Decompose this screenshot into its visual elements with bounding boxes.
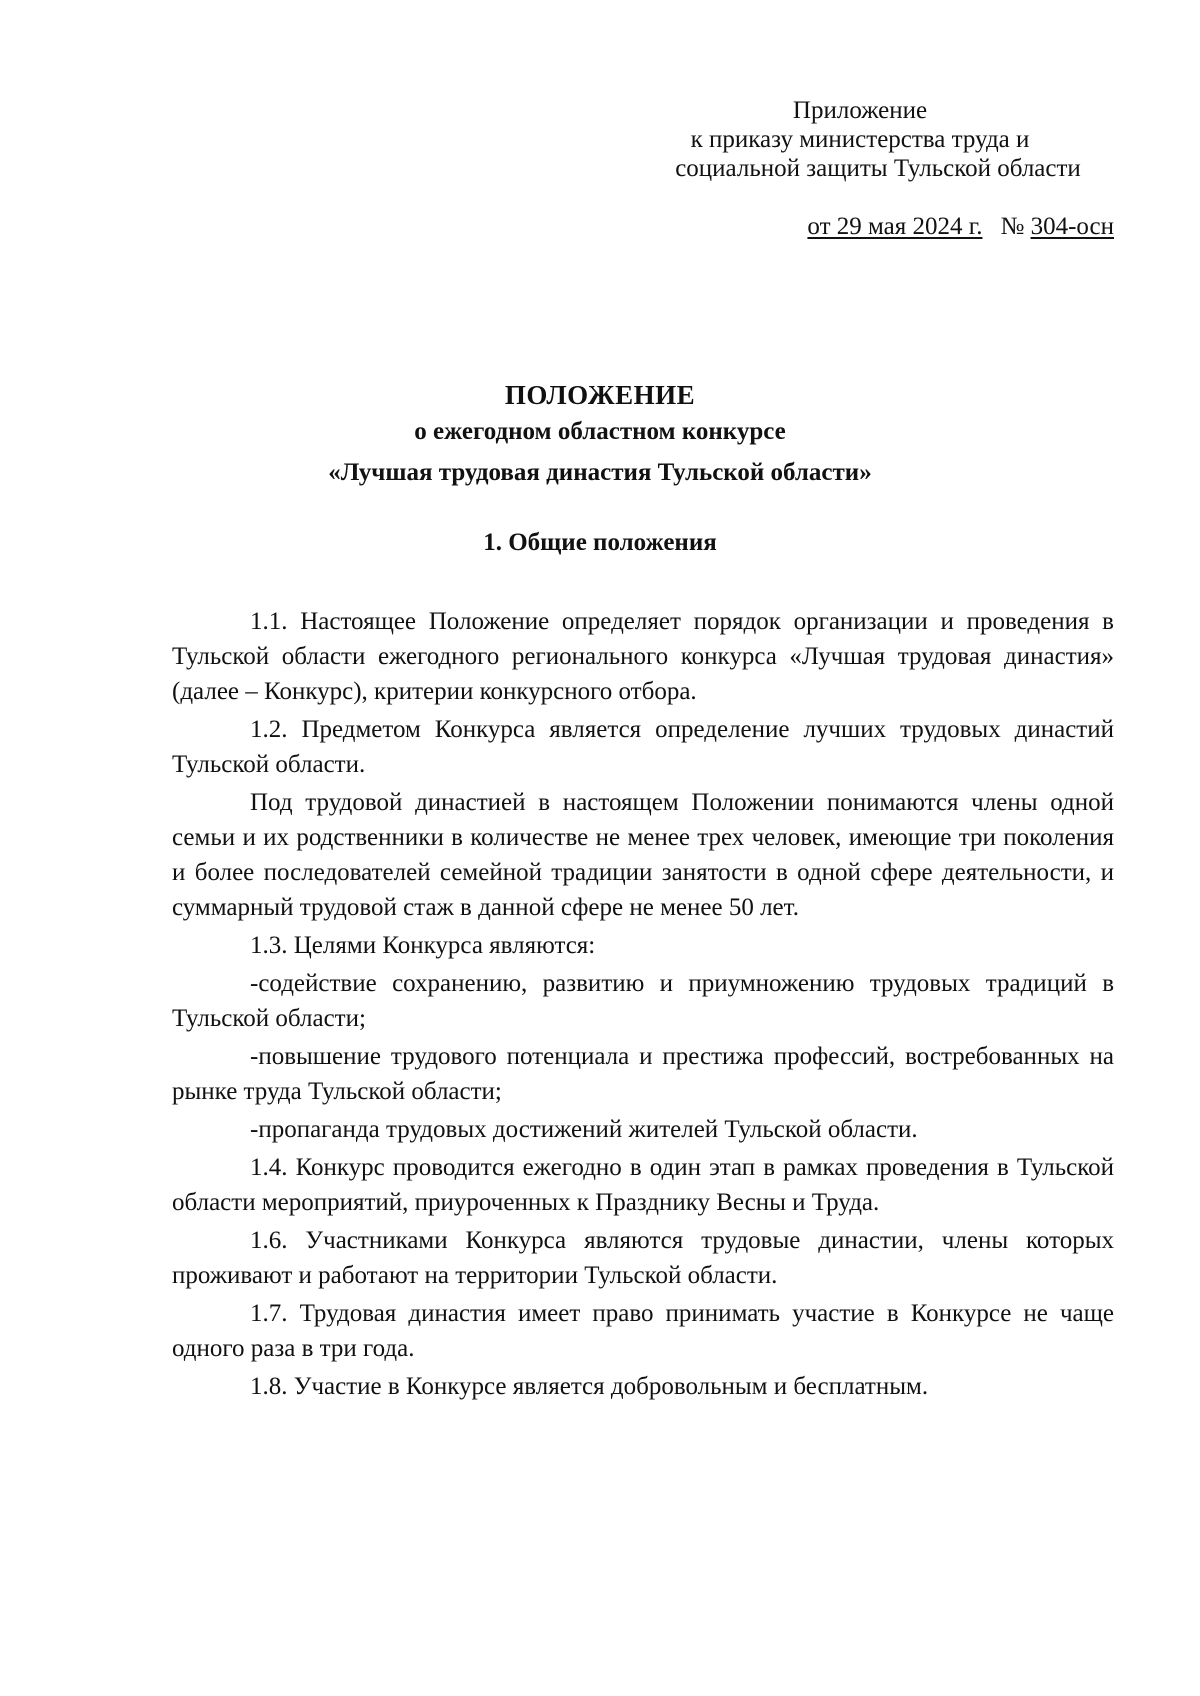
section-heading: 1. Общие положения <box>483 529 717 556</box>
goal-item: -повышение трудового потенциала и престижа профессий, востребованных на рынке труда Тульской области; <box>172 1043 1114 1105</box>
order-number-sign: № <box>1000 213 1031 240</box>
appendix-line: социальной защиты Тульской области <box>675 155 1081 182</box>
paragraph-1-7: 1.7. Трудовая династия имеет право принимать участие в Конкурсе не чаще одного раза в три года. <box>172 1300 1114 1362</box>
appendix-line: к приказу министерства труда и <box>690 126 1030 153</box>
order-reference <box>807 212 1114 242</box>
paragraph-1-1: 1.1. Настоящее Положение определяет порядок организации и проведения в Тульской области ежегодного регионального конкурса «Лучшая трудовая династия» (далее – Конкурс), критерии конкурсного отбора. <box>172 608 1114 705</box>
order-number: 304-осн <box>1030 213 1114 240</box>
paragraph-1-6: 1.6. Участниками Конкурса являются трудовые династии, члены которых проживают и работают на территории Тульской области. <box>172 1227 1114 1289</box>
document-subtitle-contest-name: «Лучшая трудовая династия Тульской области» <box>328 459 872 486</box>
paragraph-definition: Под трудовой династией в настоящем Положении понимаются члены одной семьи и их родственники в количестве не менее трех человек, имеющие три поколения и более последователей семейной традиции занятости в одной сфере деятельности, и суммарный трудовой стаж в данной сфере не менее 50 лет. <box>172 789 1114 921</box>
paragraph-1-3: 1.3. Целями Конкурса являются: <box>250 932 596 959</box>
document-title: ПОЛОЖЕНИЕ <box>504 380 696 410</box>
appendix-block <box>600 96 1120 183</box>
goal-item: -пропаганда трудовых достижений жителей Тульской области. <box>250 1116 918 1143</box>
paragraph-1-4: 1.4. Конкурс проводится ежегодно в один этап в рамках проведения в Тульской области мероприятий, приуроченных к Празднику Весны и Труда. <box>172 1154 1114 1216</box>
goal-item: -содействие сохранению, развитию и приумножению трудовых традиций в Тульской области; <box>172 970 1114 1032</box>
paragraph-1-8: 1.8. Участие в Конкурсе является добровольным и бесплатным. <box>250 1373 929 1400</box>
section-body <box>172 604 1114 1407</box>
paragraph-1-2: 1.2. Предметом Конкурса является определение лучших трудовых династий Тульской области. <box>172 716 1114 778</box>
appendix-line: Приложение <box>792 97 928 124</box>
order-date: от 29 мая 2024 г. <box>807 213 983 240</box>
document-subtitle: о ежегодном областном конкурсе <box>414 418 786 445</box>
